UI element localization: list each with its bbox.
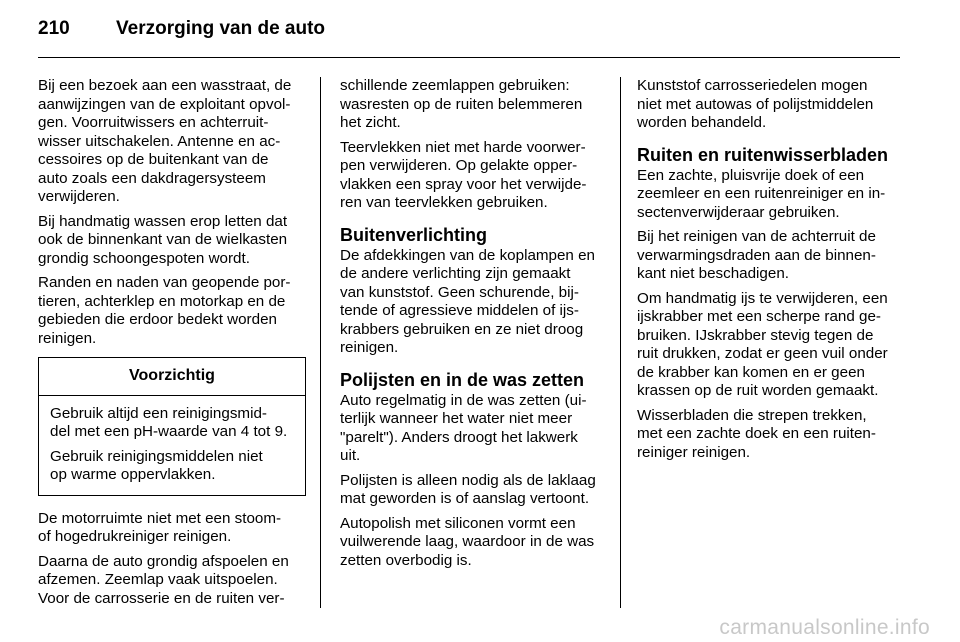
paragraph: Bij het reinigen van de achterruit de verwarmingsdraden aan de binnen- kant niet beschadigen. <box>637 228 876 282</box>
paragraph: De motorruimte niet met een stoom- of hogedrukreiniger reinigen. <box>38 509 282 545</box>
paragraph: Wisserbladen die strepen trekken, met een zachte doek en een ruiten- reiniger reinigen. <box>637 406 876 461</box>
header-rule <box>38 57 900 58</box>
column-2 <box>340 77 606 576</box>
paragraph: Polijsten is alleen nodig als de laklaag mat geworden is of aanslag vertoont. <box>340 471 596 507</box>
section-heading-buitenverlichting: Buitenverlichting <box>340 224 488 245</box>
paragraph: Bij een bezoek aan een wasstraat, de aanwijzingen van de exploitant opvol- gen. Voorruitwissers en achterruit- wisser uitschakelen. Antenne en ac- cessoires op de buitenkant van de auto zoals een dakdragersysteem verwijderen. <box>38 77 292 205</box>
caution-body <box>39 396 305 495</box>
column-1 <box>38 77 306 614</box>
section-heading-ruiten: Ruiten en ruitenwisserbladen <box>637 144 889 165</box>
paragraph: Autopolish met siliconen vormt een vuilwerende laag, waardoor in de was zetten overbodig is. <box>340 514 595 569</box>
column-divider-1 <box>320 77 321 608</box>
page-number: 210 <box>38 18 70 39</box>
paragraph: Auto regelmatig in de was zetten (ui- terlijk wanneer het water niet meer "parelt"). Anders droogt het lakwerk uit. <box>340 391 587 464</box>
paragraph: De afdekkingen van de koplampen en de andere verlichting zijn gemaakt van kunststof. Geen schurende, bij- tende of agressieve middelen of ijs- krabbers gebruiken en ze niet droog reinigen. <box>340 246 595 356</box>
section-heading-polijsten: Polijsten en in de was zetten <box>340 369 585 390</box>
chapter-title: Verzorging van de auto <box>116 18 326 39</box>
paragraph: schillende zeemlappen gebruiken: wasresten op de ruiten belemmeren het zicht. <box>340 77 583 131</box>
paragraph: Bij handmatig wassen erop letten dat ook de binnenkant van de wielkasten grondig schoongespoten wordt. <box>38 212 288 267</box>
caution-title: Voorzichtig <box>39 358 305 396</box>
column-3 <box>637 77 903 468</box>
caution-paragraph: Gebruik altijd een reinigingsmid- del met een pH-waarde van 4 tot 9. <box>50 404 288 440</box>
caution-paragraph: Gebruik reinigingsmiddelen niet op warme oppervlakken. <box>50 447 263 483</box>
watermark: carmanualsonline.info <box>719 616 930 639</box>
paragraph: Daarna de auto grondig afspoelen en afzemen. Zeemlap vaak uitspoelen. Voor de carrosserie en de ruiten ver- <box>38 552 289 607</box>
caution-box <box>38 357 306 496</box>
paragraph: Randen en naden van geopende por- tieren, achterklep en motorkap en de gebieden die erdoor bedekt worden reinigen. <box>38 274 291 347</box>
paragraph: Om handmatig ijs te verwijderen, een ijskrabber met een scherpe rand ge- bruiken. IJskrabber stevig tegen de ruit drukken, zodat er geen vuil onder de krabber kan komen en er geen krassen op de ruit worden gemaakt. <box>637 289 888 399</box>
paragraph: Een zachte, pluisvrije doek of een zeemleer en een ruitenreiniger en in- sectenverwijderaar gebruiken. <box>637 166 886 221</box>
page-header <box>38 18 325 48</box>
column-divider-2 <box>620 77 621 608</box>
paragraph: Teervlekken niet met harde voorwer- pen verwijderen. Op gelakte opper- vlakken een spray voor het verwijde- ren van teervlekken gebruiken. <box>340 138 587 211</box>
paragraph: Kunststof carrosseriedelen mogen niet met autowas of polijstmiddelen worden behandeld. <box>637 77 874 131</box>
